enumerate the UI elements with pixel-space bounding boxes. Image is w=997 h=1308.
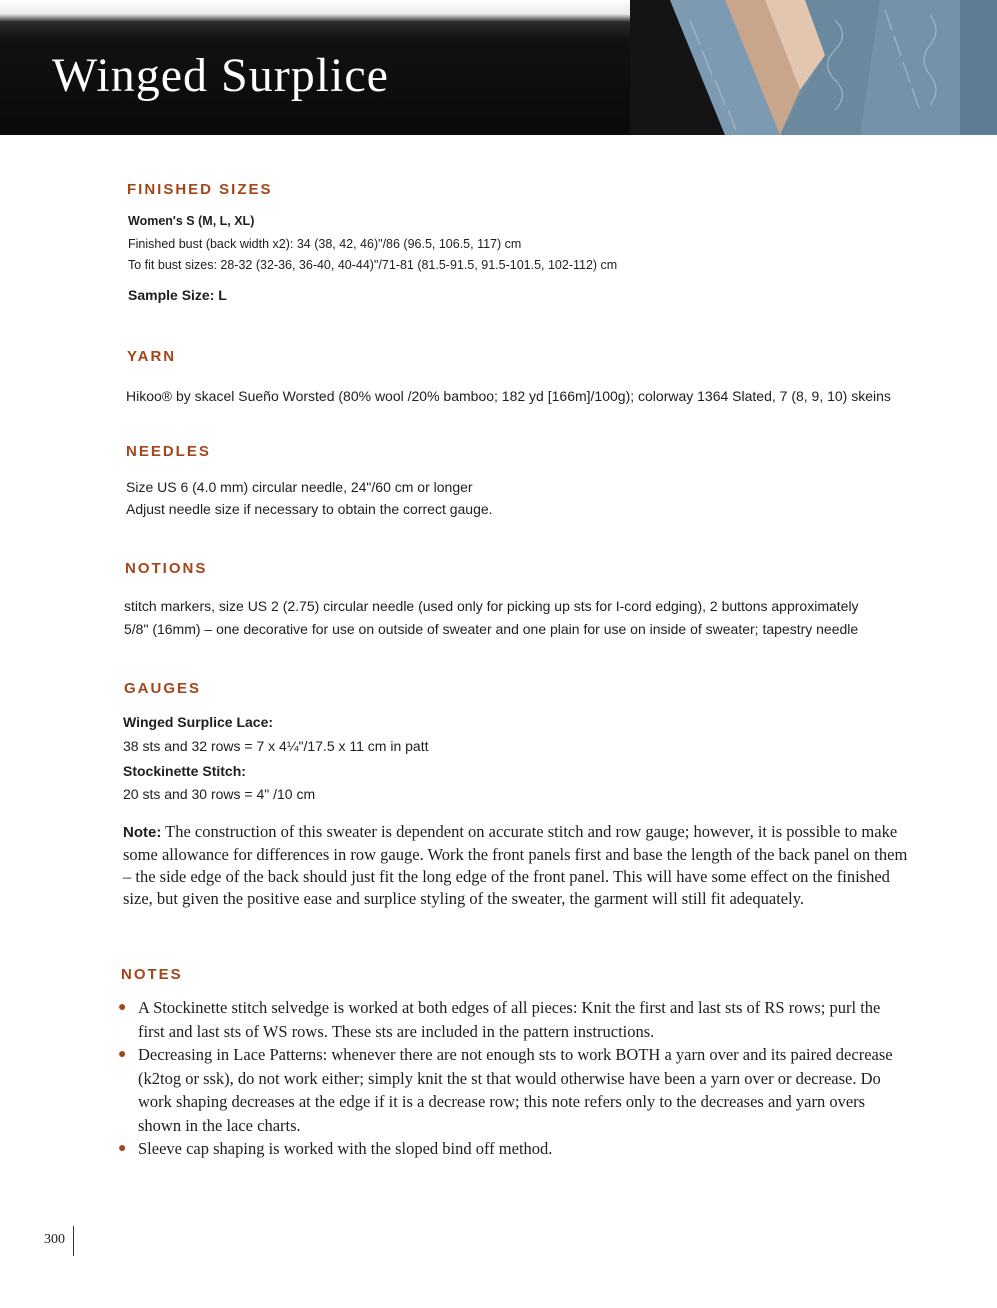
list-item [116, 1137, 906, 1161]
note-text: The construction of this sweater is dependent on accurate stitch and row gauge; however, it is possible to make some allowance for differences in row gauge. Work the front panels first and base the length of the back panel on them – the side edge of the back should just fit the long edge of the front panel. This will have some effect on the finished size, but given the positive ease and surplice styling of the sweater, the garment will still fit adequately. [123, 822, 908, 908]
notes-list [116, 996, 906, 1161]
finished-sizes-heading: FINISHED SIZES [127, 181, 273, 198]
needles-heading: NEEDLES [126, 443, 211, 460]
note-item-text: A Stockinette stitch selvedge is worked at both edges of all pieces: Knit the first and last sts of RS rows; purl the first and last sts of WS rows. These sts are included in the pattern instructions. [138, 998, 881, 1041]
gauges-heading: GAUGES [124, 680, 202, 697]
page-title: Winged Surplice [52, 49, 389, 102]
yarn-heading: YARN [127, 348, 177, 365]
stockinette-gauge-label: Stockinette Stitch: [123, 763, 246, 779]
fit-bust-text: To fit bust sizes: 28-32 (32-36, 36-40, 40-44)"/71-81 (81.5-91.5, 91.5-101.5, 102-112) cm [128, 258, 618, 272]
sweater-photo [630, 0, 997, 135]
needles-line-1: Size US 6 (4.0 mm) circular needle, 24"/60 cm or longer [126, 479, 473, 495]
list-item [116, 996, 906, 1043]
notes-heading: NOTES [121, 966, 183, 983]
bullet-icon: ● [118, 1047, 127, 1062]
stockinette-gauge-value: 20 sts and 30 rows = 4" /10 cm [123, 786, 316, 802]
finished-bust-text: Finished bust (back width x2): 34 (38, 42, 46)"/86 (96.5, 106.5, 117) cm [128, 237, 522, 251]
title-banner [0, 0, 997, 135]
bullet-icon: ● [118, 1000, 127, 1015]
lace-gauge-value: 38 sts and 32 rows = 7 x 4¼"/17.5 x 11 cm in patt [123, 738, 429, 754]
yarn-text: Hikoo® by skacel Sueño Worsted (80% wool /20% bamboo; 182 yd [166m]/100g); colorway 1364 Slated, 7 (8, 9, 10) skeins [126, 388, 891, 404]
note-item-text: Sleeve cap shaping is worked with the sloped bind off method. [138, 1139, 553, 1158]
note-item-text: Decreasing in Lace Patterns: whenever there are not enough sts to work BOTH a yarn over and its paired decrease (k2tog or ssk), do not work either; simply knit the st that would otherwise have been a yarn over or decrease. Do work shaping decreases at the edge if it is a decrease row; this note refers only to the decreases and yarn overs shown in the lace charts. [138, 1045, 893, 1135]
notions-line-2: 5/8" (16mm) – one decorative for use on outside of sweater and one plain for use on inside of sweater; tapestry needle [124, 621, 859, 637]
gauge-note [123, 821, 913, 910]
page-number: 300 [44, 1232, 65, 1247]
needles-line-2: Adjust needle size if necessary to obtain the correct gauge. [126, 501, 493, 517]
list-item [116, 1043, 906, 1137]
page-number-divider [73, 1226, 74, 1256]
notions-line-1: stitch markers, size US 2 (2.75) circular needle (used only for picking up sts for I-cord edging), 2 buttons approximately [124, 598, 859, 614]
lace-gauge-label: Winged Surplice Lace: [123, 714, 274, 730]
bullet-icon: ● [118, 1141, 127, 1156]
sizes-label: Women's S (M, L, XL) [128, 214, 255, 228]
note-label: Note: [123, 824, 162, 841]
sample-size: Sample Size: L [128, 287, 227, 303]
notions-heading: NOTIONS [125, 560, 208, 577]
